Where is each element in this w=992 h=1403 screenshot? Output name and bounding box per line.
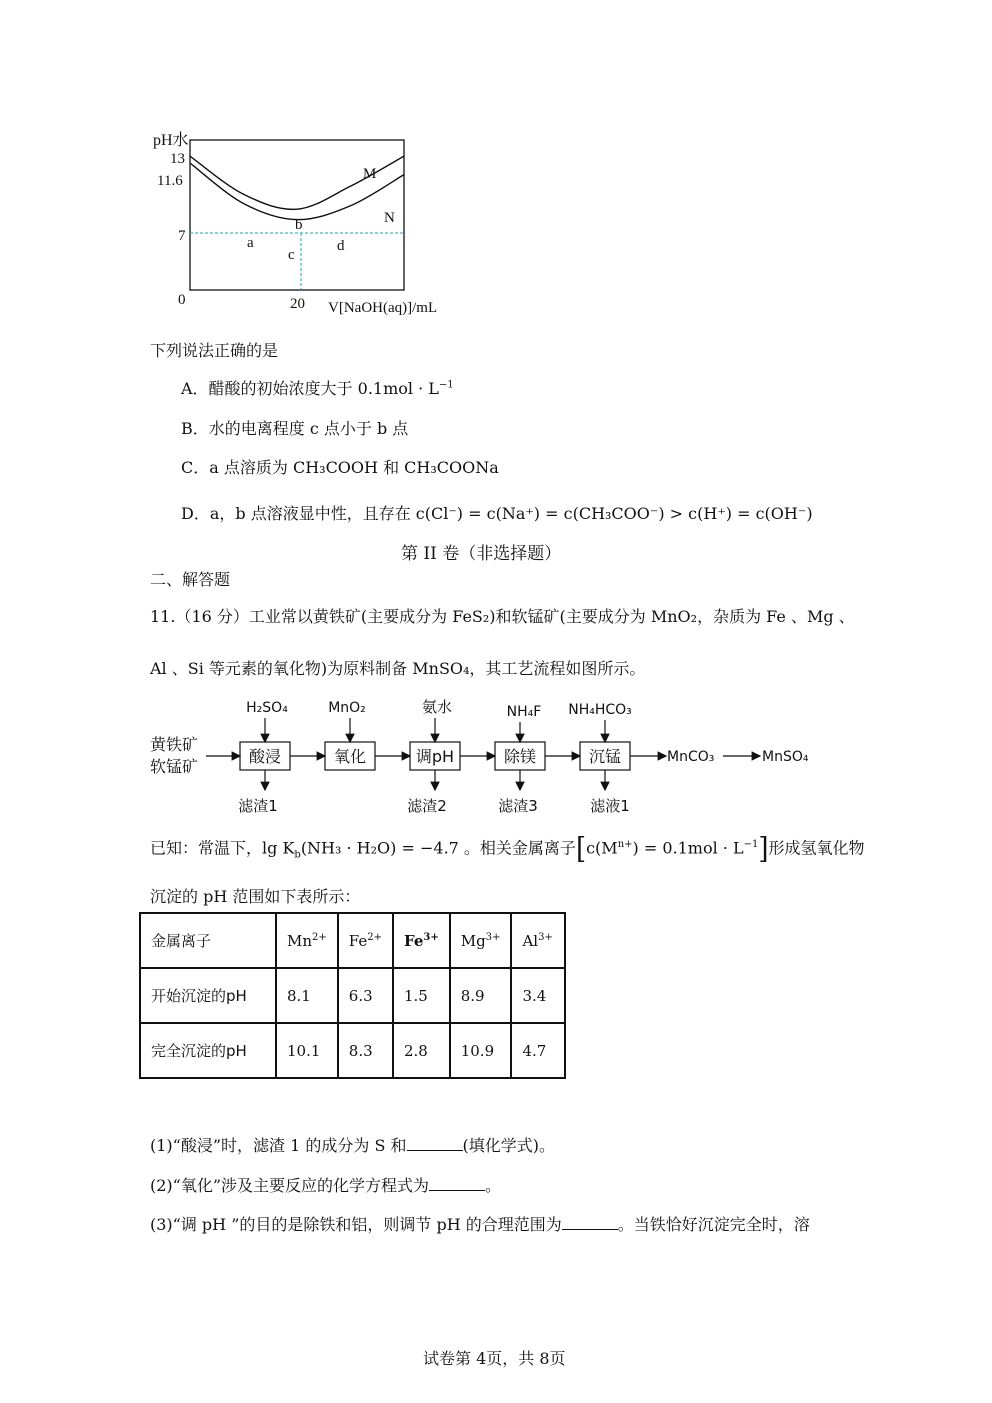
known-line2: 沉淀的 pH 范围如下表所示： (150, 887, 361, 906)
subq-2: (2)“氧化”涉及主要反应的化学方程式为 。 (150, 1176, 502, 1195)
table-cell: 6.3 (338, 968, 393, 1023)
precipitation-ph-table (139, 912, 566, 1079)
reagent-1: H₂SO₄ (246, 700, 288, 716)
ion-cell: $Fe^{2+}$ (338, 913, 393, 968)
ion-cell: $Mg^{3+}$ (450, 913, 512, 968)
known-line1: 已知：常温下，$\lg K_b(NH_3 \cdot H_2O) = -4.7$ 。相关金属离子$[c(M^{n+}) = 0.1mol \cdot L^{-1}]$形成氢氧化物 (150, 832, 865, 866)
table-cell: 8.3 (338, 1023, 393, 1078)
row-label-complete: 完全沉淀的pH (140, 1023, 276, 1078)
q10-option-b: B．水的电离程度 c 点小于 b 点 (181, 419, 409, 438)
table-row (140, 913, 565, 968)
x-axis-label: V[NaOH(aq)]/mL (328, 300, 438, 316)
series-label-m: M (363, 166, 377, 182)
reagent-3: 氨水 (421, 698, 453, 716)
subq-1: (1)“酸浸”时，滤渣 1 的成分为 S 和 (填化学式)。 (150, 1136, 556, 1155)
x-tick-20: 20 (290, 296, 305, 312)
ion-cell: $Al^{3+}$ (511, 913, 565, 968)
point-label-a: a (247, 235, 254, 251)
q10-stem: 下列说法正确的是 (150, 341, 279, 360)
table-row (140, 968, 565, 1023)
table-cell: 3.4 (511, 968, 565, 1023)
row-label-start: 开始沉淀的pH (140, 968, 276, 1023)
origin-label: 0 (178, 292, 186, 308)
table-cell: 4.7 (511, 1023, 565, 1078)
table-cell: 1.5 (393, 968, 450, 1023)
ph-titration-chart (148, 128, 478, 318)
point-label-c: c (288, 247, 295, 263)
residue-2: 滤渣2 (407, 797, 447, 815)
page-footer: 试卷第 4页，共 8页 (423, 1349, 566, 1368)
section-title: 第 II 卷（非选择题） (401, 544, 562, 564)
point-label-d: d (337, 238, 345, 254)
y-axis-label: pH水 (153, 132, 189, 149)
ion-cell: $Fe^{3+}$ (393, 913, 450, 968)
q10-option-a: A．醋酸的初始浓度大于 $0.1mol \cdot L^{-1}$ (181, 379, 454, 398)
point-label-b: b (295, 217, 303, 233)
table-row (140, 1023, 565, 1078)
step-label-2: 氧化 (333, 747, 367, 766)
raw-material-2: 软锰矿 (150, 757, 199, 776)
plot-frame (190, 140, 404, 290)
table-cell: 8.9 (450, 968, 512, 1023)
residue-3: 滤渣3 (498, 797, 538, 815)
process-flow-diagram (148, 694, 848, 824)
y-tick-11-6: 11.6 (157, 173, 183, 189)
ion-cell: $Mn^{2+}$ (276, 913, 338, 968)
reagent-4: NH₄F (506, 704, 542, 720)
answer-blank[interactable] (429, 1176, 485, 1191)
q11-line1: 11.（16 分）工业常以黄铁矿(主要成分为 FeS₂)和软锰矿(主要成分为 MnO₂，杂质为 Fe 、Mg 、 (150, 607, 855, 626)
y-tick-7: 7 (178, 228, 186, 244)
product-2: MnSO₄ (762, 749, 809, 765)
residue-4: 滤液1 (590, 797, 630, 815)
table-cell: 8.1 (276, 968, 338, 1023)
q10-option-d: D．a，b 点溶液显中性，且存在 c(Cl⁻) = c(Na⁺) = c(CH₃COO⁻) > c(H⁺) = c(OH⁻) (181, 504, 813, 523)
table-cell: 2.8 (393, 1023, 450, 1078)
residue-1: 滤渣1 (238, 797, 278, 815)
table-cell: 10.9 (450, 1023, 512, 1078)
q10-option-c: C．a 点溶质为 CH₃COOH 和 CH₃COONa (181, 458, 499, 477)
reagent-5: NH₄HCO₃ (568, 702, 632, 718)
subq-3: (3)“调 pH ”的目的是除铁和铝，则调节 pH 的合理范围为 。当铁恰好沉淀完全时，溶 (150, 1215, 810, 1234)
raw-material-1: 黄铁矿 (150, 735, 199, 754)
step-label-3: 调pH (415, 747, 455, 766)
table-header-label: 金属离子 (140, 913, 276, 968)
step-label-4: 除镁 (503, 747, 537, 766)
answer-blank[interactable] (407, 1136, 463, 1151)
y-tick-13: 13 (170, 151, 185, 167)
q11-line2: Al 、Si 等元素的氧化物)为原料制备 MnSO₄，其工艺流程如图所示。 (150, 659, 646, 678)
reagent-2: MnO₂ (328, 700, 366, 716)
step-label-5: 沉锰 (588, 747, 622, 766)
section-part: 二、解答题 (150, 570, 231, 589)
series-line-m (190, 156, 404, 209)
product-1: MnCO₃ (667, 749, 715, 765)
step-label-1: 酸浸 (248, 747, 282, 766)
answer-blank[interactable] (562, 1215, 618, 1230)
series-label-n: N (384, 210, 395, 226)
table-cell: 10.1 (276, 1023, 338, 1078)
